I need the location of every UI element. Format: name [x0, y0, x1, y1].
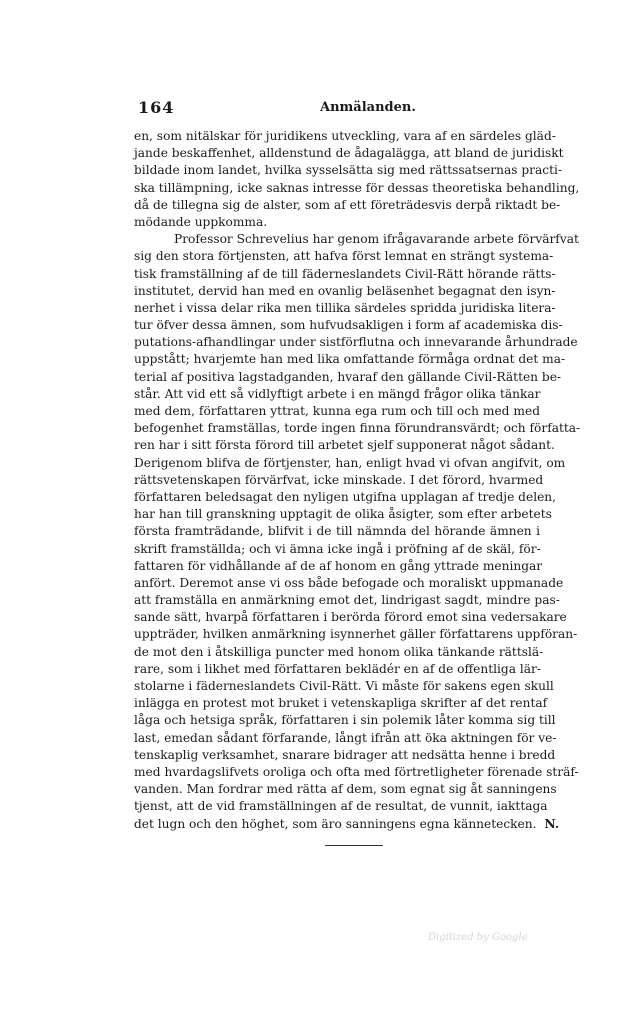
text-line: ska tillämpning, icke saknas intresse för dessas theoretiska behandling, [134, 180, 580, 195]
text-line: uppträder, hvilken anmärkning isynnerhet gäller författarens uppföran- [134, 627, 578, 642]
text-line: med hvardagslifvets oroliga och ofta med förtretligheter förenade sträf- [134, 764, 579, 779]
text-line: vanden. Man fordrar med rätta af dem, som egnat sig åt sanningens [134, 782, 557, 797]
running-head: Anmälanden. [320, 100, 416, 115]
text-line: stolarne i fäderneslandets Civil-Rätt. Vi måste för sakens egen skull [134, 679, 554, 693]
text-line: en, som nitälskar för juridikens utveckling, vara af en särdeles gläd- [134, 129, 556, 143]
text-line: då de tillegna sig de alster, som af ett företrädesvis derpå riktadt be- [134, 197, 561, 212]
text-line: nerhet i vissa delar rika men tillika särdeles spridda juridiska litera- [134, 300, 556, 315]
text-line: tjenst, att de vid framställningen af de resultat, de vunnit, iakttaga [134, 799, 548, 814]
text-line: författaren beledsagat den nyligen utgifna upplagan af tredje delen, [134, 489, 557, 504]
text-line: bildade inom landet, hvilka sysselsätta sig med rättssatsernas practi- [134, 163, 563, 178]
final-line-text: det lugn och den höghet, som äro sanningens egna kännetecken. [134, 816, 537, 831]
text-line: tisk framställning af de till fäderneslandets Civil-Rätt hörande rätts- [134, 266, 556, 281]
text-line: låga och hetsiga språk, författaren i sin polemik låter komma sig till [134, 713, 556, 728]
text-line: last, emedan sådant förfarande, långt ifrån att öka aktningen för ve- [134, 730, 557, 745]
text-line: tenskaplig verksamhet, snarare bidrager att nedsätta henne i bredd [134, 747, 556, 762]
text-line: rare, som i likhet med författaren beklädér en af de offentliga lär- [134, 661, 541, 676]
text-line: fattaren för vidhållande af de af honom en gång yttrade meningar [134, 558, 543, 573]
text-line: Derigenom blifva de förtjenster, han, enligt hvad vi ofvan angifvit, om [134, 455, 566, 470]
body-text [134, 128, 581, 833]
page-number: 164 [138, 98, 175, 117]
text-line: de mot den i åtskilliga puncter med honom olika tänkande rättslä- [134, 644, 544, 659]
text-line: terial af positiva lagstadganden, hvaraf den gällande Civil-Rätten be- [134, 369, 562, 384]
signature: N. [544, 816, 560, 831]
text-line: uppstått; hvarjemte han med lika omfattande förmåga ordnat det ma- [134, 352, 566, 367]
page-header [138, 98, 530, 120]
text-line: första framträdande, blifvit i de till nämnda del hörande ämnen i [134, 524, 540, 539]
text-line: ren har i sitt första förord till arbetet sjelf supponerat något sådant. [134, 438, 555, 453]
text-line: institutet, dervid han med en ovanlig beläsenhet begagnat den isyn- [134, 283, 556, 298]
text-line: jande beskaffenhet, alldenstund de ådagalägga, att bland de juridiskt [134, 146, 564, 161]
text-line: att framställa en anmärkning emot det, lindrigast sagdt, mindre pas- [134, 593, 560, 608]
text-line: mödande uppkomma. [134, 214, 268, 229]
text-line: befogenhet framställas, torde ingen finna förundransvärdt; och författa- [134, 421, 581, 436]
section-divider [325, 845, 383, 846]
text-line: med dem, författaren yttrat, kunna ega rum och till och med med [134, 404, 540, 418]
text-line: putations-afhandlingar under sistförflutna och innevarande århundrade [134, 335, 578, 350]
text-line: sande sätt, hvarpå författaren i berörda förord emot sina vedersakare [134, 610, 567, 625]
text-line: sig den stora förtjensten, att hafva först lemnat en strängt systema- [134, 249, 554, 264]
text-line: inlägga en protest mot bruket i vetenskapliga skrifter af det rentaf [134, 696, 548, 711]
text-line: skrift framställda; och vi ämna icke ingå i pröfning af de skäl, för- [134, 541, 541, 556]
text-line: rättsvetenskapen förvärfvat, icke minskade. I det förord, hvarmed [134, 472, 544, 487]
text-line: står. Att vid ett så vidlyftigt arbete i en mängd frågor olika tänkar [134, 386, 541, 401]
watermark: Digitized by Google [428, 932, 528, 943]
text-line: tur öfver dessa ämnen, som hufvudsakligen i form af academiska dis- [134, 318, 563, 333]
text-line-final [134, 816, 560, 833]
text-line: har han till granskning upptagit de olika åsigter, som efter arbetets [134, 507, 552, 522]
text-line: Professor Schrevelius har genom ifrågavarande arbete förvärfvat [174, 232, 579, 247]
text-line: anfört. Deremot anse vi oss både befogade och moraliskt uppmanade [134, 575, 564, 590]
